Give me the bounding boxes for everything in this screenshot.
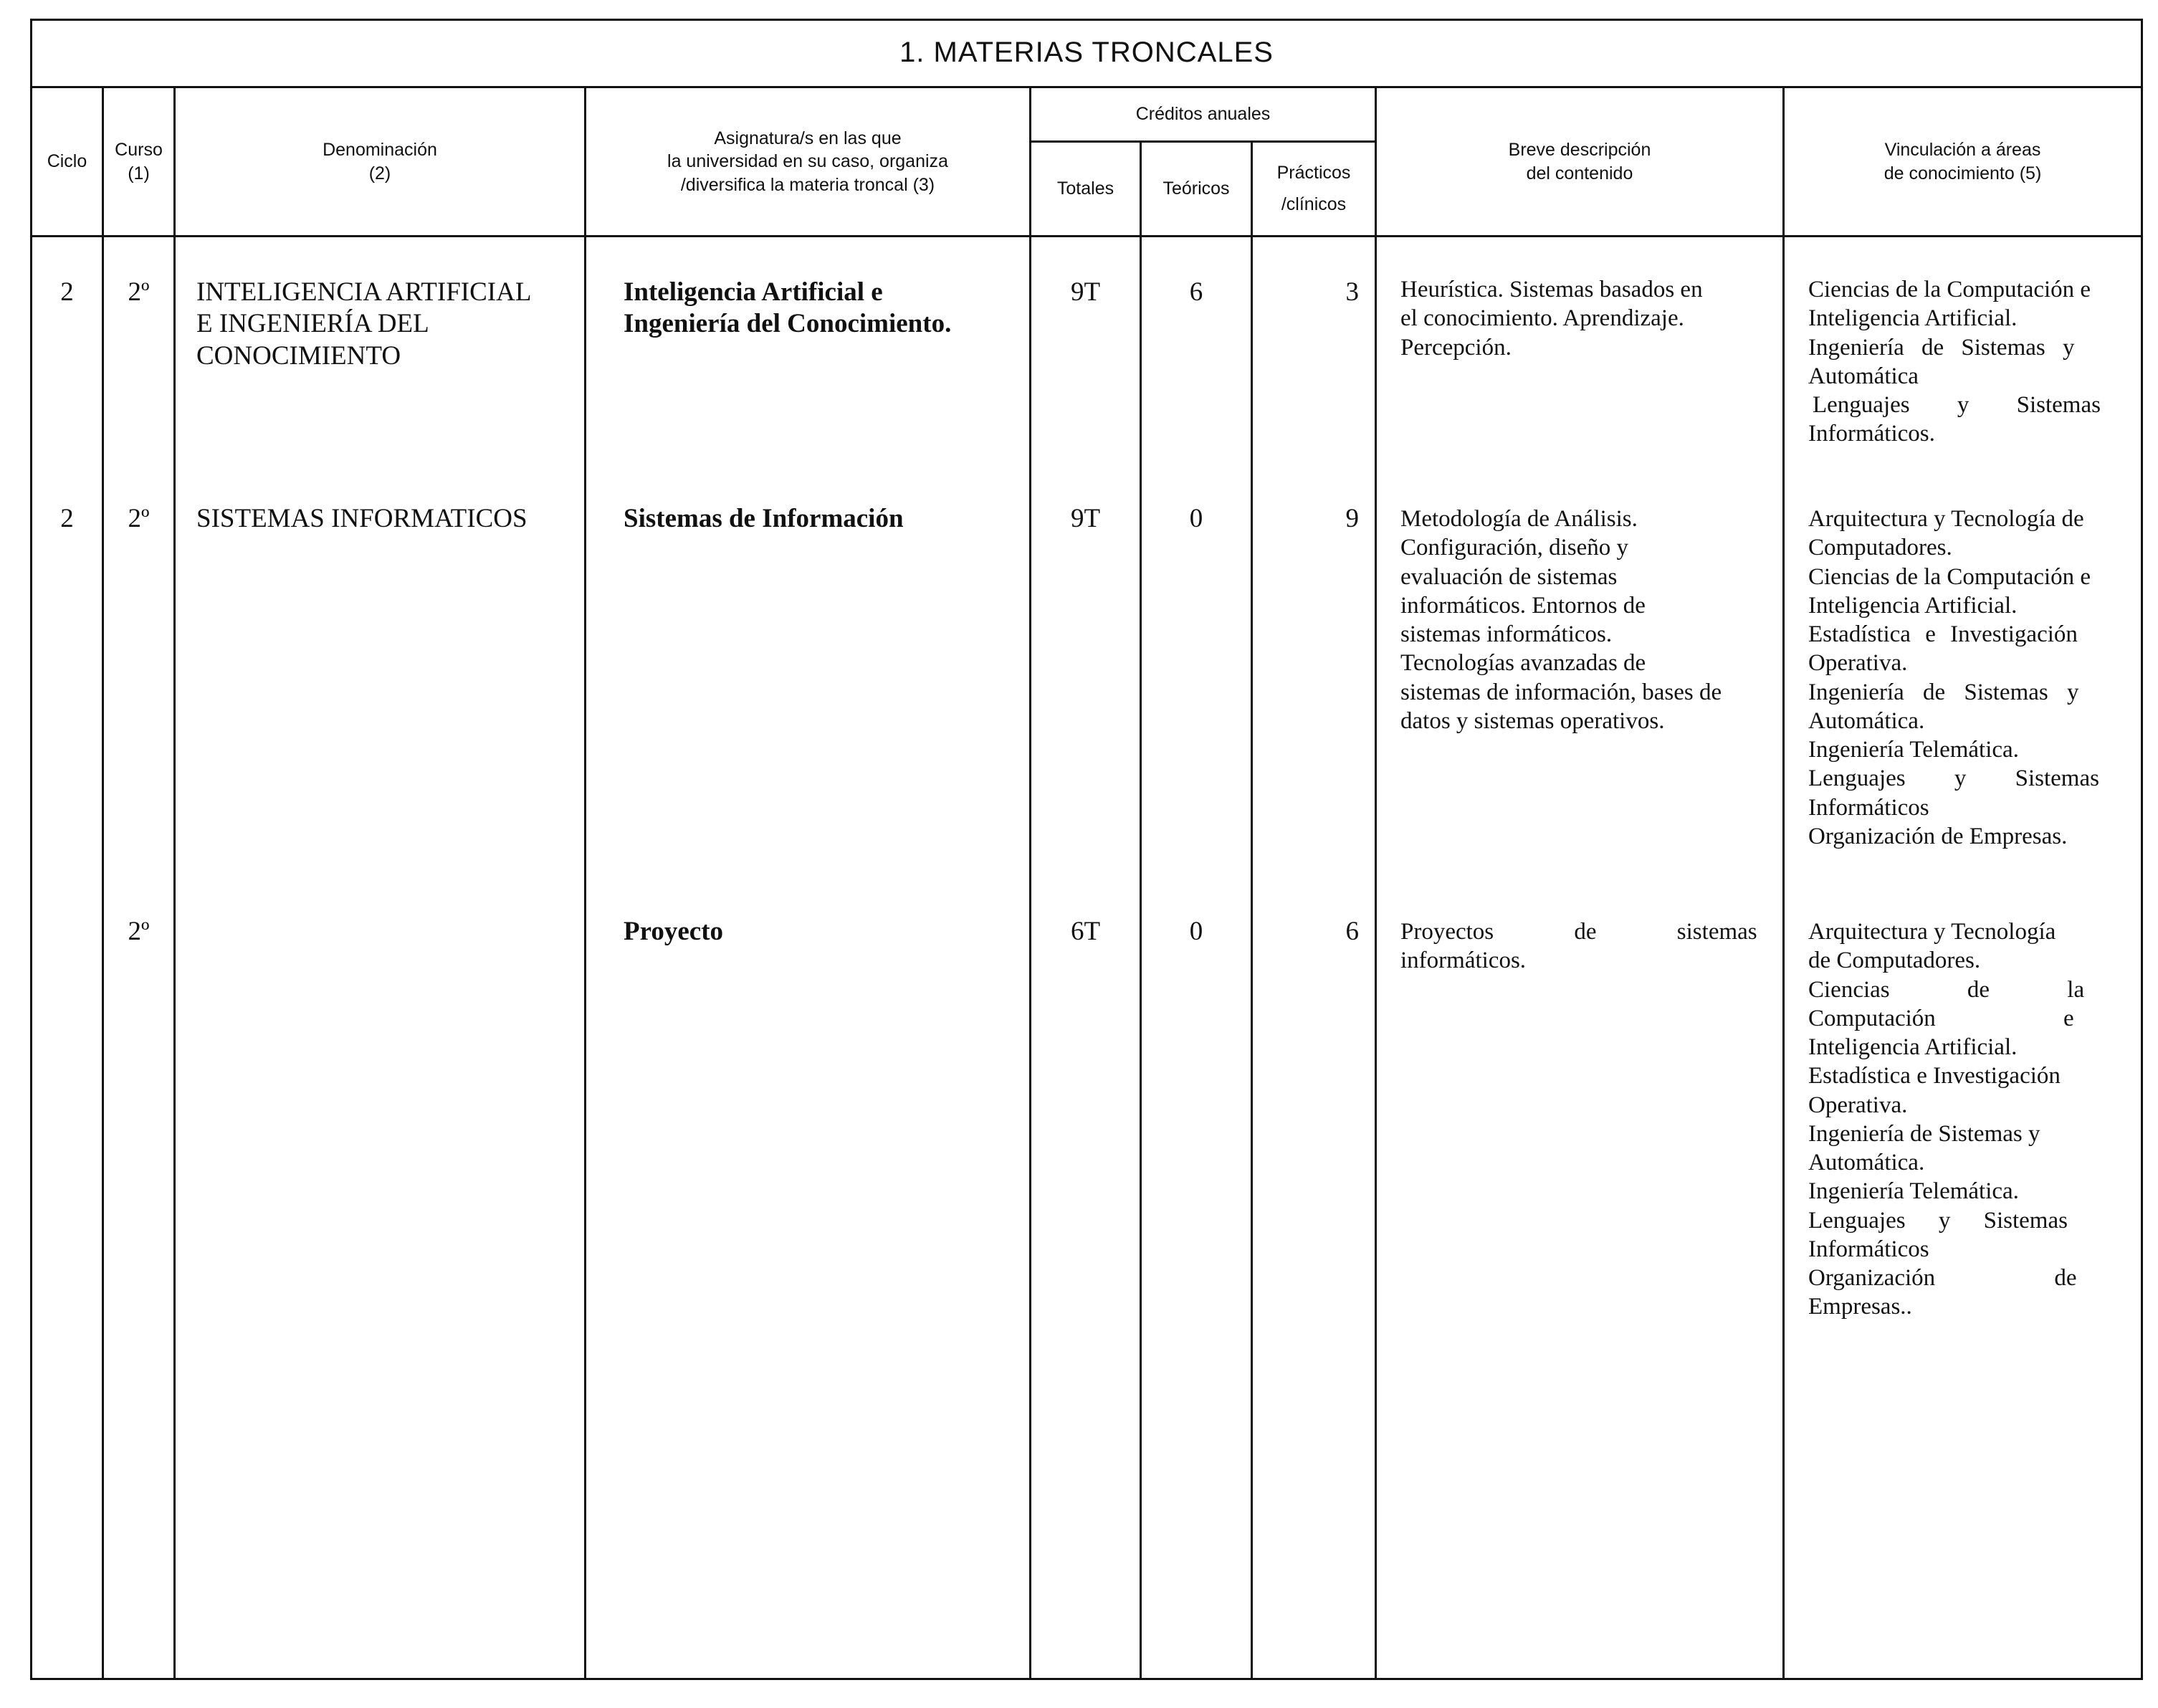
col-divider-curso: [102, 86, 104, 1680]
header-curso: Curso (1): [115, 140, 163, 183]
header-practicos: Prácticos /clínicos: [1276, 162, 1351, 214]
col-divider-teoricos: [1140, 140, 1142, 1680]
row2-denominacion: SISTEMAS INFORMATICOS: [196, 504, 527, 533]
header-teoricos: Teóricos: [1162, 178, 1230, 199]
header-descripcion: Breve descripción del contenido: [1508, 140, 1651, 183]
header-vinculacion: Vinculación a áreas de conocimiento (5): [1884, 140, 2042, 183]
row2-asignatura: Sistemas de Información: [624, 504, 904, 533]
col-divider-descripcion: [1375, 86, 1377, 1680]
row1-asignatura: Inteligencia Artificial e Ingeniería del Conocimiento.: [624, 277, 952, 339]
col-divider-asignatura: [584, 86, 586, 1680]
table-left-border: [30, 19, 32, 1680]
header-ciclo: Ciclo: [47, 151, 87, 172]
row1-curso: 2º: [128, 277, 150, 307]
row1-descripcion: Heurística. Sistemas basados en el conocimiento. Aprendizaje. Percepción.: [1400, 277, 1703, 361]
header-divider: [30, 235, 2143, 237]
row3-practicos: 6: [1345, 917, 1359, 946]
table-bottom-border: [30, 1678, 2143, 1680]
row3-teoricos: 0: [1189, 917, 1203, 946]
row3-totales: 6T: [1070, 917, 1101, 946]
row1-ciclo: 2: [60, 277, 74, 307]
row1-practicos: 3: [1345, 277, 1359, 307]
col-divider-vinculacion: [1782, 86, 1785, 1680]
header-asignatura: Asignatura/s en las que la universidad en su caso, organiza /diversifica la materia troncal (3): [667, 128, 948, 195]
table-title: 1. MATERIAS TRONCALES: [899, 36, 1274, 68]
row3-asignatura: Proyecto: [624, 917, 724, 946]
materias-troncales-table: [30, 19, 2143, 1680]
row1-teoricos: 6: [1189, 277, 1203, 307]
header-totales: Totales: [1056, 178, 1114, 199]
row3-descripcion: Proyectos de sistemas informáticos.: [1400, 919, 1757, 974]
row3-curso: 2º: [128, 917, 150, 946]
col-divider-denominacion: [173, 86, 176, 1680]
row2-descripcion: Metodología de Análisis. Configuración, diseño y evaluación de sistemas informáticos. Entornos de sistemas informáticos. Tecnologías avanzadas de sistemas de información, bases de datos y sistemas operativos.: [1400, 506, 1722, 734]
row1-vinculacion: Ciencias de la Computación e Inteligencia Artificial. Ingeniería de Sistemas y Automática Lenguajes y Sistemas Informáticos.: [1808, 277, 2101, 447]
col-divider-creditos: [1029, 86, 1031, 1680]
header-denominacion: Denominación (2): [323, 140, 437, 183]
header-creditos-anuales: Créditos anuales: [1135, 104, 1271, 125]
row2-ciclo: 2: [60, 504, 74, 533]
row2-curso: 2º: [128, 504, 150, 533]
row3-vinculacion: Arquitectura y Tecnología de Computadores. Ciencias de la Computación e Inteligencia Artificial. Estadística e Investigación Operativa. Ingeniería de Sistemas y Automática. Ingeniería Telemática. Lenguajes y Sistemas Informáticos Organización de Empresas..: [1808, 919, 2085, 1320]
table-right-border: [2141, 19, 2143, 1680]
col-divider-practicos: [1251, 140, 1253, 1680]
row2-teoricos: 0: [1189, 504, 1203, 533]
row2-totales: 9T: [1070, 504, 1101, 533]
row2-practicos: 9: [1345, 504, 1359, 533]
row1-denominacion: INTELIGENCIA ARTIFICIAL E INGENIERÍA DEL CONOCIMIENTO: [196, 277, 532, 371]
row2-vinculacion: Arquitectura y Tecnología de Computadores. Ciencias de la Computación e Inteligencia Artificial. Estadística e Investigación Operativa. Ingeniería de Sistemas y Automática. Ingeniería Telemática. Lenguajes y Sistemas Informáticos Organización de Empresas.: [1808, 506, 2099, 849]
row1-totales: 9T: [1070, 277, 1101, 307]
